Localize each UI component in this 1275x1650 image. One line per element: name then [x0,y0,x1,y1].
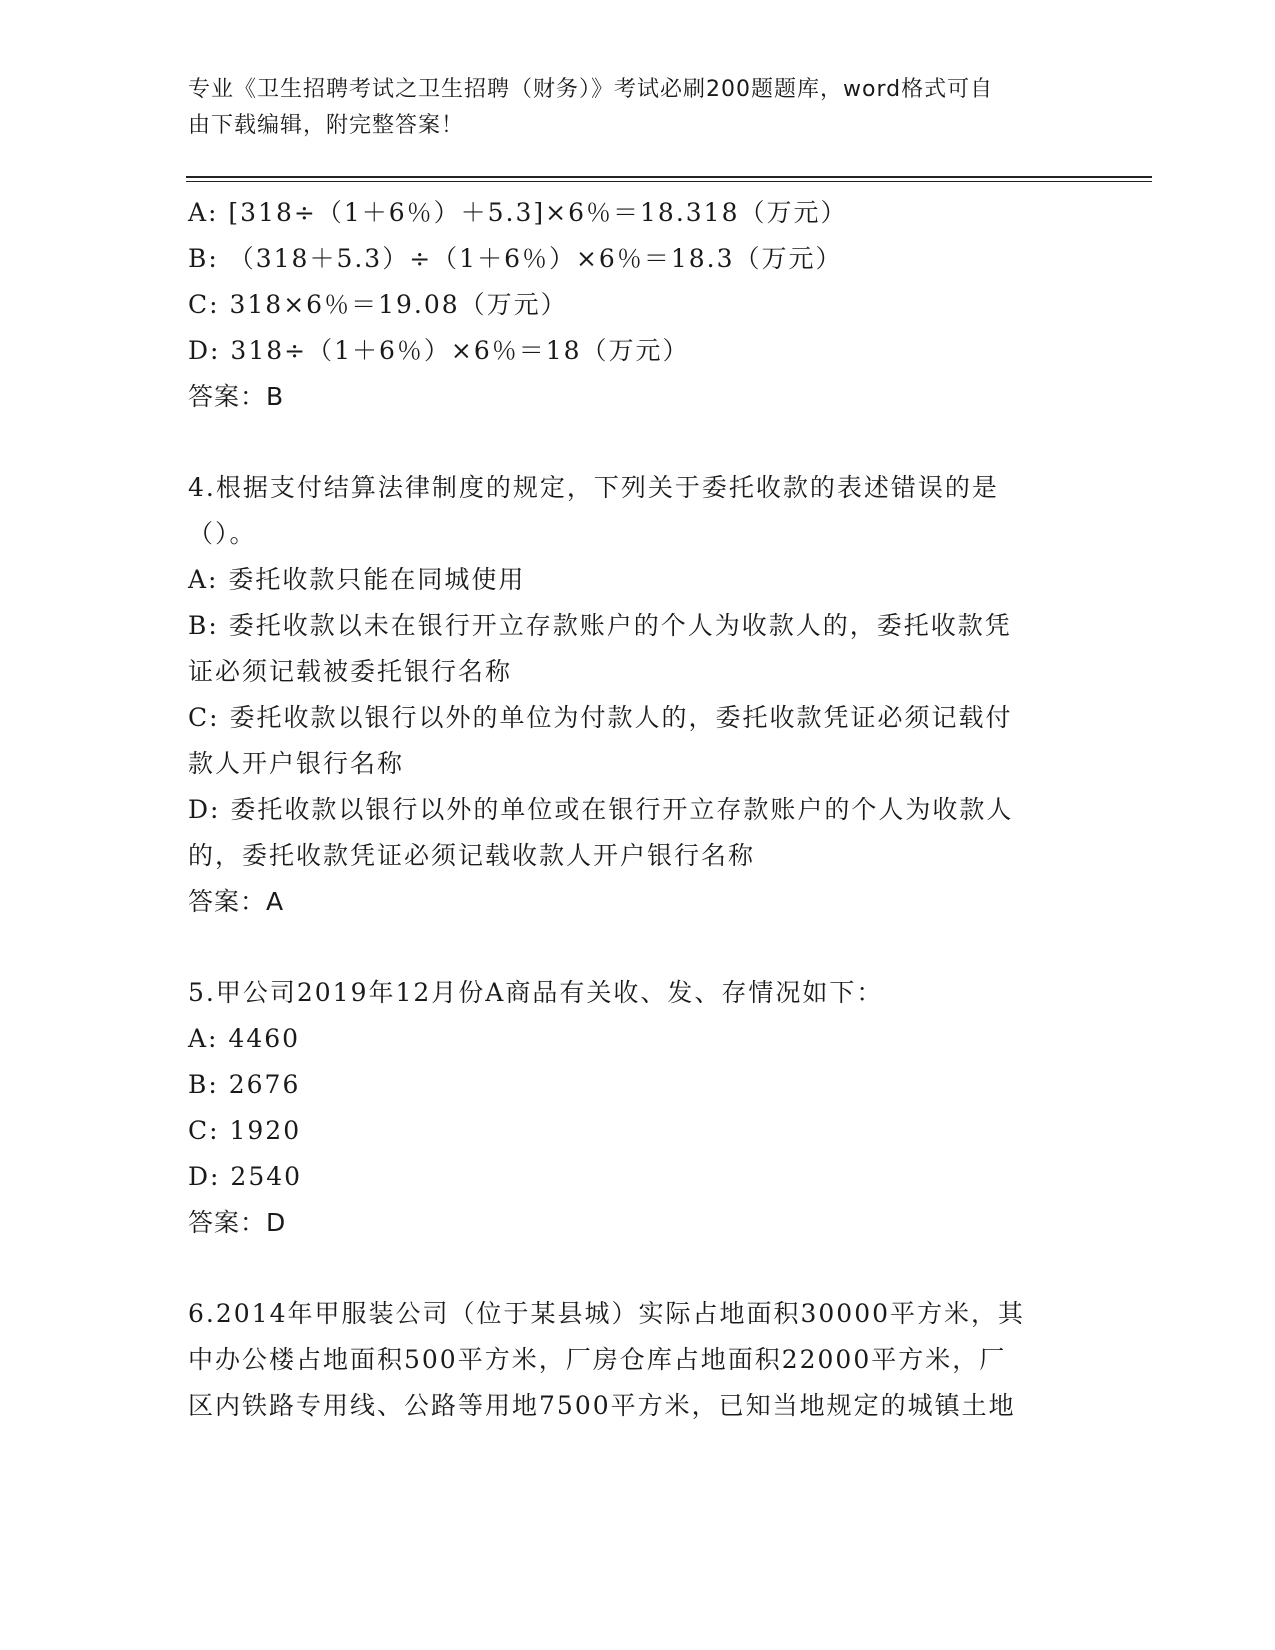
question-stem-line: 4.根据支付结算法律制度的规定，下列关于委托收款的表述错误的是 [188,473,999,502]
question-stem-line: （）。 [188,519,257,548]
option-c-continued: 款人开户银行名称 [188,749,405,778]
option-b-continued: 证必须记载被委托银行名称 [188,657,513,686]
option-b: B: （318＋5.3）÷（1＋6％）×6％＝18.3（万元） [188,244,843,273]
answer: 答案：A [188,887,285,916]
question-stem-line: 6.2014年甲服装公司（位于某县城）实际占地面积30000平方米，其 [188,1299,1026,1328]
option-d: D: 2540 [188,1162,303,1191]
option-b: B: 2676 [188,1070,301,1099]
question-stem-line: 中办公楼占地面积500平方米，厂房仓库占地面积22000平方米，厂 [188,1345,1007,1374]
header-line-1: 专业《卫生招聘考试之卫生招聘（财务）》考试必刷200题题库，word格式可自 [188,77,994,102]
question-stem-line: 5.甲公司2019年12月份A商品有关收、发、存情况如下： [188,978,884,1007]
header-rule-thick [186,176,1152,178]
question-stem-line: 区内铁路专用线、公路等用地7500平方米，已知当地规定的城镇土地 [188,1391,1016,1420]
spacer [188,1246,1078,1291]
header-line-2: 由下载编辑，附完整答案！ [188,113,465,138]
option-d: D: 委托收款以银行以外的单位或在银行开立存款账户的个人为收款人 [188,795,1014,824]
question-3 [188,190,1078,420]
option-c: C: 委托收款以银行以外的单位为付款人的，委托收款凭证必须记载付 [188,703,1013,732]
header-rule-thin [186,181,1152,182]
spacer [188,925,1078,970]
option-a: A: [318÷（1＋6％）＋5.3]×6％＝18.318（万元） [188,198,848,227]
option-d: D: 318÷（1＋6％）×6％＝18（万元） [188,336,690,365]
question-4 [188,465,1078,925]
option-d-continued: 的，委托收款凭证必须记载收款人开户银行名称 [188,841,756,870]
document-header [188,72,1068,144]
question-5 [188,970,1078,1246]
answer: 答案：B [188,382,285,411]
spacer [188,420,1078,465]
option-a: A: 委托收款只能在同城使用 [188,565,526,594]
option-c: C: 318×6％＝19.08（万元） [188,290,568,319]
option-c: C: 1920 [188,1116,302,1145]
option-a: A: 4460 [188,1024,301,1053]
answer: 答案：D [188,1208,287,1237]
option-b: B: 委托收款以未在银行开立存款账户的个人为收款人的，委托收款凭 [188,611,1012,640]
question-content [188,190,1078,1429]
question-6 [188,1291,1078,1429]
